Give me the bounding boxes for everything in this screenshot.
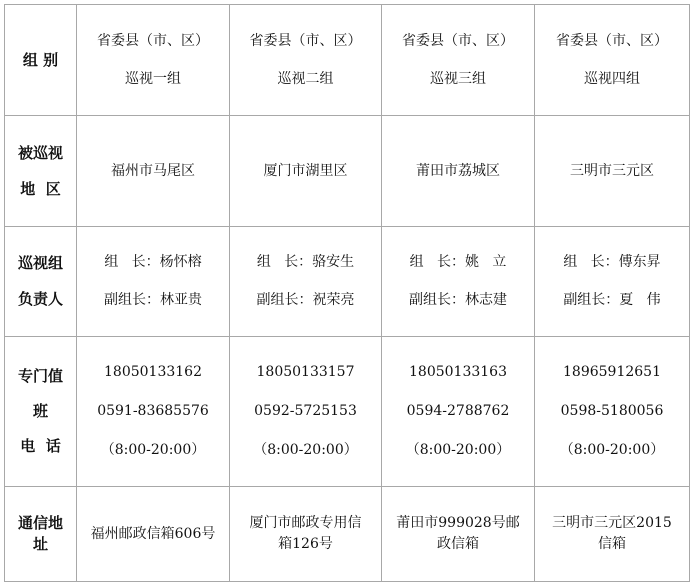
group-name-line: 省委县（市、区） <box>249 32 362 49</box>
leader-line: 组 长：傅东昇 <box>563 254 661 270</box>
leader-line: 组 长：杨怀榕 <box>104 254 202 270</box>
group-name-line: 省委县（市、区） <box>97 32 209 49</box>
region-cell <box>77 116 229 226</box>
inspection-table <box>4 4 690 582</box>
address-line: 三明市三元区2015 <box>552 515 672 531</box>
row-header-line: 巡视组 <box>17 254 63 272</box>
leader-line: 副组长：祝荣亮 <box>256 292 355 308</box>
phone-line: （8:00-20:00） <box>253 442 358 458</box>
phone-cell <box>230 337 381 486</box>
group-name-cell <box>535 5 689 115</box>
group-name-line: 巡视三组 <box>430 70 486 87</box>
row-header-region <box>5 116 76 226</box>
group-name-line: 巡视二组 <box>277 70 334 87</box>
phone-line: 18050133163 <box>409 364 507 380</box>
row-header-line: 专门值 <box>17 367 63 385</box>
group-name-cell <box>382 5 534 115</box>
phone-line: （8:00-20:00） <box>100 442 206 458</box>
row-header-leaders <box>5 227 76 336</box>
group-name-line: 省委县（市、区） <box>556 32 668 49</box>
phone-line: 0598-5180056 <box>560 403 664 419</box>
phone-line: 0594-2788762 <box>406 403 510 419</box>
row-header-line: 被巡视 <box>17 143 63 162</box>
address-cell <box>77 487 229 581</box>
leaders-cell <box>77 227 229 336</box>
row-header-phone <box>5 337 76 486</box>
row-header-line: 地 区 <box>20 179 61 198</box>
row-header-line: 班 <box>32 402 48 420</box>
row-header-line: 址 <box>32 535 48 553</box>
region-cell <box>230 116 381 226</box>
row-header-group <box>5 5 76 115</box>
leader-line: 副组长：夏 伟 <box>563 292 661 308</box>
leaders-cell <box>230 227 381 336</box>
region-text: 厦门市湖里区 <box>263 162 348 179</box>
group-name-line: 巡视四组 <box>584 70 640 87</box>
row-header-line: 负责人 <box>17 290 63 308</box>
phone-line: 0592-5725153 <box>254 403 357 419</box>
phone-line: 18050133162 <box>104 364 202 380</box>
row-header-address <box>5 487 76 581</box>
region-cell <box>535 116 689 226</box>
address-line: 莆田市999028号邮 <box>396 515 520 531</box>
leader-line: 组 长：骆安生 <box>256 254 355 270</box>
phone-cell <box>382 337 534 486</box>
address-cell <box>230 487 381 581</box>
column-divider <box>689 4 690 582</box>
group-name-cell <box>77 5 229 115</box>
region-text: 三明市三元区 <box>570 162 654 179</box>
address-cell <box>382 487 534 581</box>
region-text: 福州市马尾区 <box>111 162 195 179</box>
address-line: 政信箱 <box>437 536 479 552</box>
row-header-line: 电 话 <box>20 437 61 455</box>
row-divider <box>4 581 690 582</box>
phone-cell <box>77 337 229 486</box>
phone-line: （8:00-20:00） <box>559 442 665 458</box>
phone-line: 0591-83685576 <box>97 403 209 419</box>
phone-line: （8:00-20:00） <box>405 442 511 458</box>
group-name-cell <box>230 5 381 115</box>
leader-line: 副组长：林志建 <box>409 292 507 308</box>
row-header-line: 组 别 <box>22 50 59 69</box>
leader-line: 组 长：姚 立 <box>409 254 507 270</box>
phone-line: 18050133157 <box>256 364 355 380</box>
address-line: 信箱 <box>598 536 626 552</box>
group-name-line: 省委县（市、区） <box>402 32 514 49</box>
address-line: 厦门市邮政专用信 <box>249 515 362 531</box>
address-line: 福州邮政信箱606号 <box>90 525 216 542</box>
region-text: 莆田市荔城区 <box>416 162 500 179</box>
address-line: 箱126号 <box>278 536 333 552</box>
phone-cell <box>535 337 689 486</box>
region-cell <box>382 116 534 226</box>
leaders-cell <box>382 227 534 336</box>
row-header-line: 通信地 <box>17 514 63 532</box>
phone-line: 18965912651 <box>563 364 661 380</box>
leaders-cell <box>535 227 689 336</box>
address-cell <box>535 487 689 581</box>
group-name-line: 巡视一组 <box>125 70 181 87</box>
leader-line: 副组长：林亚贵 <box>104 292 202 308</box>
